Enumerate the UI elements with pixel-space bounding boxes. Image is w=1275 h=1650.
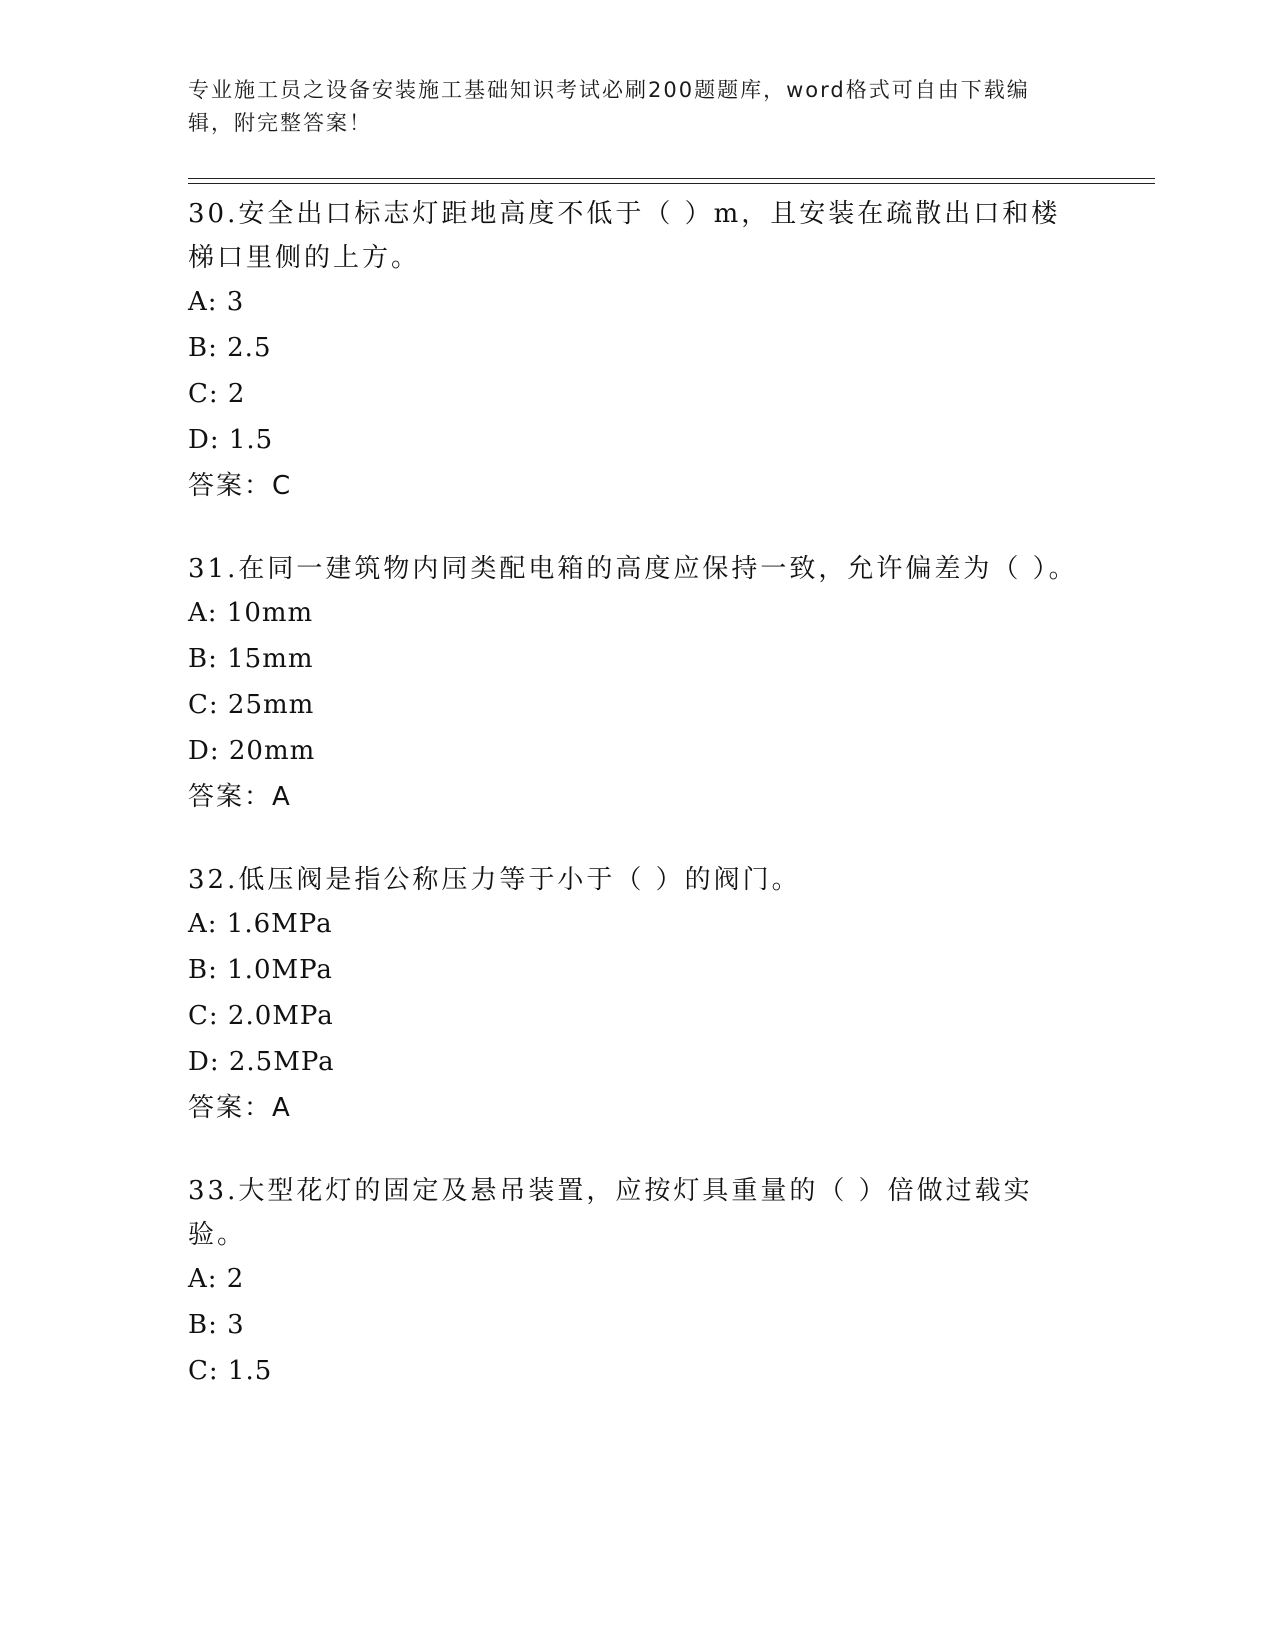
question-32 bbox=[188, 856, 1088, 1132]
question-text: 31.在同一建筑物内同类配电箱的高度应保持一致，允许偏差为（ ）。 bbox=[188, 554, 1078, 584]
option-b: B: 15mm bbox=[188, 644, 314, 674]
question-33 bbox=[188, 1167, 1088, 1395]
option-a: A: 2 bbox=[188, 1264, 245, 1294]
option-d: D: 2.5MPa bbox=[188, 1047, 335, 1077]
option-d: D: 1.5 bbox=[188, 425, 274, 455]
option-c: C: 1.5 bbox=[188, 1356, 273, 1386]
option-c: C: 25mm bbox=[188, 690, 315, 720]
option-d: D: 20mm bbox=[188, 736, 316, 766]
header-divider-bottom bbox=[188, 183, 1155, 184]
header-divider-top bbox=[188, 178, 1155, 179]
question-text: 33.大型花灯的固定及悬吊装置，应按灯具重量的（ ）倍做过载实验。 bbox=[188, 1176, 1033, 1250]
question-30 bbox=[188, 190, 1088, 510]
option-a: A: 10mm bbox=[188, 598, 314, 628]
answer: 答案：C bbox=[188, 471, 293, 501]
option-b: B: 3 bbox=[188, 1310, 245, 1340]
option-b: B: 1.0MPa bbox=[188, 955, 333, 985]
question-text: 30.安全出口标志灯距地高度不低于（ ）m，且安装在疏散出口和楼梯口里侧的上方。 bbox=[188, 199, 1061, 273]
question-31 bbox=[188, 545, 1088, 821]
option-a: A: 1.6MPa bbox=[188, 909, 333, 939]
question-list bbox=[188, 190, 1088, 1430]
option-c: C: 2 bbox=[188, 379, 246, 409]
question-text: 32.低压阀是指公称压力等于小于（ ）的阀门。 bbox=[188, 865, 801, 895]
option-a: A: 3 bbox=[188, 287, 245, 317]
option-b: B: 2.5 bbox=[188, 333, 272, 363]
answer: 答案：A bbox=[188, 782, 292, 812]
option-c: C: 2.0MPa bbox=[188, 1001, 334, 1031]
answer: 答案：A bbox=[188, 1093, 292, 1123]
document-header: 专业施工员之设备安装施工基础知识考试必刷200题题库，word格式可自由下载编辑，附完整答案！ bbox=[188, 78, 1030, 135]
